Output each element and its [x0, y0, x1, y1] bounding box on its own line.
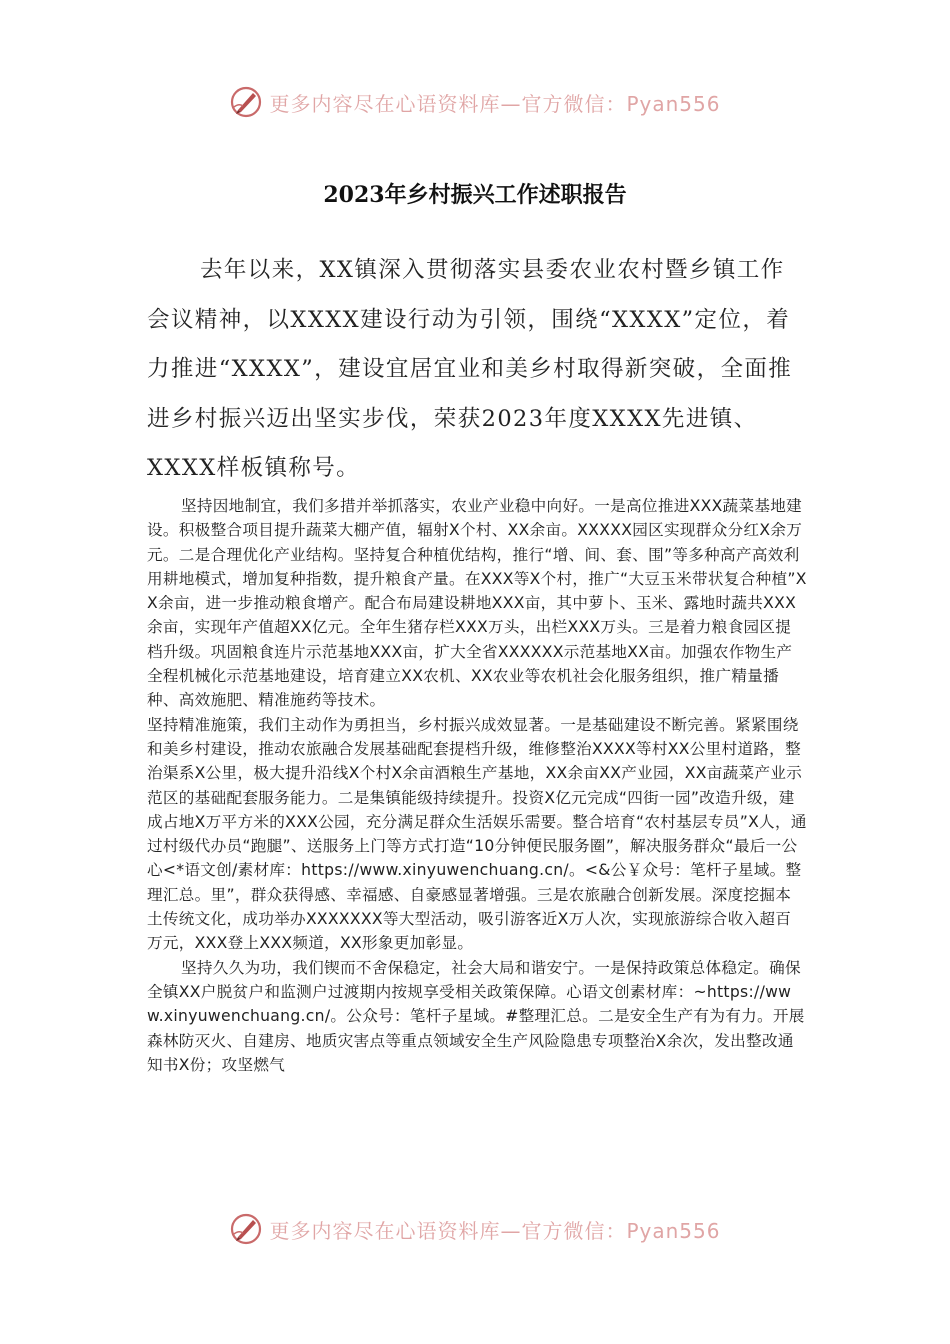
footer-banner: [0, 1209, 950, 1249]
header-banner: [0, 82, 950, 122]
pen-circle-logo-icon: [229, 85, 263, 119]
paragraph-stability: 坚持久久为功，我们锲而不舍保稳定，社会大局和谐安宁。一是保持政策总体稳定。确保全镇XX户脱贫户和监测户过渡期内按规享受相关政策保障。心语文创素材库：~https://www.xinyuwenchuang.cn/。公众号：笔杆子星域。#整理汇总。二是安全生产有为有力。开展森林防灭火、自建房、地质灾害点等重点领域安全生产风险隐患专项整治X余次，发出整改通知书X份；攻坚燃气: [147, 958, 805, 1074]
document-title: 2023年乡村振兴工作述职报告: [323, 182, 627, 208]
footer-banner-text: 更多内容尽在心语资料库—官方微信：Pyan556: [269, 1218, 721, 1243]
paragraph-rural-revitalization: 坚持精准施策，我们主动作为勇担当，乡村振兴成效显著。一是基础建设不断完善。紧紧围绕和美乡村建设，推动农旅融合发展基础配套提档升级，维修整治XXXX等村XX公里村道路，整治渠系X公里，极大提升沿线X个村X余亩酒粮生产基地，XX余亩XX产业园，XX亩蔬菜产业示范区的基础配套服务能力。二是集镇能级持续提升。投资X亿元完成“四街一园”改造升级，建成占地X万平方米的XXX公园，充分满足群众生活娱乐需要。整合培育“农村基层专员”X人，通过村级代办员“跑腿”、送服务上门等方式打造“10分钟便民服务圈”，解决服务群众“最后一公心<*语文创/素材库：https://www.xinyuwenchuang.cn/。<&公￥众号：笔杆子星域。整理汇总。里”，群众获得感、幸福感、自豪感显著增强。三是农旅融合创新发展。深度挖掘本土传统文化，成功举办XXXXXXX等大型活动，吸引游客近X万人次，实现旅游综合收入超百万元，XXX登上XXX频道，XX形象更加彰显。: [147, 715, 807, 953]
pen-circle-logo-icon: [229, 1212, 263, 1246]
paragraph-agriculture: 坚持因地制宜，我们多措并举抓落实，农业产业稳中向好。一是高位推进XXX蔬菜基地建设。积极整合项目提升蔬菜大棚产值，辐射X个村、XX余亩。XXXXX园区实现群众分红X余万元。二是合理优化产业结构。坚持复合种植优结构，推行“增、间、套、围”等多种高产高效利用耕地模式，增加复种指数，提升粮食产量。在XXX等X个村，推广“大豆玉米带状复合种植”XX余亩，进一步推动粮食增产。配合布局建设耕地XXX亩，其中萝卜、玉米、露地时蔬共XXX余亩，实现年产值超XX亿元。全年生猪存栏XXX万头，出栏XXX万头。三是着力粮食园区提档升级。巩固粮食连片示范基地XXX亩，扩大全省XXXXXX示范基地XX亩。加强农作物生产全程机械化示范基地建设，培育建立XX农机、XX农业等农机社会化服务组织，推广精量播种、高效施肥、精准施药等技术。: [147, 497, 807, 710]
document-body: [147, 494, 807, 1077]
header-banner-text: 更多内容尽在心语资料库—官方微信：Pyan556: [269, 91, 721, 116]
intro-paragraph: 去年以来，XX镇深入贯彻落实县委农业农村暨乡镇工作会议精神，以XXXX建设行动为引领，围绕“XXXX”定位，着力推进“XXXX”，建设宜居宜业和美乡村取得新突破，全面推进乡村振兴迈出坚实步伐，荣获2023年度XXXX先进镇、XXXX样板镇称号。: [147, 257, 793, 481]
